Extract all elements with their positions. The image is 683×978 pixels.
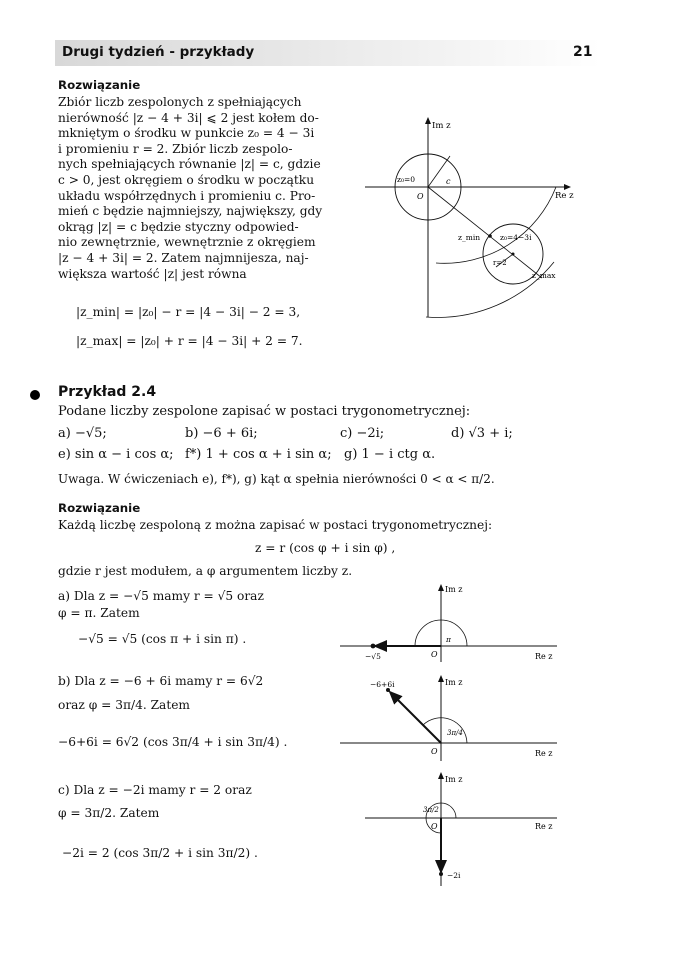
task-a: a) −√5; [58,426,107,441]
point-zmin [488,234,492,238]
z0-label: z₀=4−3i [500,233,532,242]
text-line: |z − 4 + 3i| = 2. Zatem najmnijesza, naj- [58,250,309,265]
solution2-heading: Rozwiązanie [58,501,141,515]
part-a-equation: −√5 = √5 (cos π + i sin π) . [78,632,247,646]
page-header-title: Drugi tydzień - przykłady [62,44,255,60]
part-b-line2: oraz φ = 3π/4. Zatem [58,698,190,712]
figure-discs [340,112,575,327]
solution2-line1: Każdą liczbę zespoloną z można zapisać w postaci trygonometrycznej: [58,518,493,532]
task-c: c) −2i; [340,426,385,441]
origin-label: O [431,747,438,756]
text-line: okrąg |z| = c będzie styczny odpowied- [58,219,299,234]
example-intro: Podane liczby zespolone zapisać w postaci trygonometrycznej: [58,404,471,419]
point-minus-sqrt5 [371,644,376,649]
im-label: Im z [445,775,463,784]
bullet-icon [30,390,40,400]
text-line: większa wartość |z| jest równa [58,266,247,281]
text-line: nierówność |z − 4 + 3i| ⩽ 2 jest kołem do- [58,110,319,125]
trig-formula: z = r (cos φ + i sin φ) , [255,541,396,555]
task-b: b) −6 + 6i; [185,426,258,441]
example-title: Przykład 2.4 [58,384,157,400]
part-a-line1: a) Dla z = −√5 mamy r = √5 oraz [58,589,264,603]
solution2-line2: gdzie r jest modułem, a φ argumentem liczby z. [58,564,353,578]
zmax-label: z_max [532,271,556,280]
figure-a [335,582,560,664]
angle-label: 3π/2 [423,806,439,814]
text-line: nio zewnętrznie, wewnętrznie z okręgiem [58,235,316,250]
angle-label: π [446,635,451,644]
equation-zmin: |z_min| = |z₀| − r = |4 − 3i| − 2 = 3, [76,305,301,319]
point-label: −√5 [365,652,381,661]
vector-b [390,692,441,743]
figure-b [335,673,560,763]
part-b-line1: b) Dla z = −6 + 6i mamy r = 6√2 [58,674,264,688]
text-line: i promieniu r = 2. Zbiór liczb zespolo- [58,141,293,156]
solution-paragraph [58,95,323,282]
page-number: 21 [573,44,593,60]
text-line: układu współrzędnych i promieniu c. Pro- [58,188,316,203]
task-e: e) sin α − i cos α; [58,447,174,462]
text-line: mkniętym o środku w punkcie z₀ = 4 − 3i [58,126,315,141]
task-f: f*) 1 + cos α + i sin α; [185,447,332,462]
point-z0 [512,253,515,256]
part-a-line2: φ = π. Zatem [58,606,140,620]
text-line: nych spełniających równanie |z| = c, gdzie [58,157,321,172]
text-line: c > 0, jest okręgiem o środku w początku [58,172,315,187]
point-label: −2i [447,871,461,880]
re-label: Re z [535,749,553,758]
c-label: c [446,177,451,186]
re-label: Re z [535,652,553,661]
origin-label: O [417,192,424,201]
im-label: Im z [445,678,463,687]
angle-label: 3π/4 [447,729,463,737]
text-line: Zbiór liczb zespolonych z spełniających [58,95,302,109]
re-label: Re z [555,191,574,201]
re-label: Re z [535,822,553,831]
im-label: Im z [445,585,463,594]
im-label: Im z [432,121,451,131]
task-d: d) √3 + i; [451,426,513,441]
text-line: mień c będzie najmniejszy, największy, gdy [58,204,323,219]
zmin-label: z_min [458,233,481,242]
solution-heading: Rozwiązanie [58,78,141,92]
origin-label: O [431,650,438,659]
task-g: g) 1 − i ctg α. [344,447,436,462]
part-c-line2: φ = 3π/2. Zatem [58,806,160,820]
part-c-line1: c) Dla z = −2i mamy r = 2 oraz [58,783,252,797]
z0-origin-label: z₀=0 [397,175,416,184]
arc-max-upper [436,187,556,263]
equation-zmax: |z_max| = |z₀| + r = |4 − 3i| + 2 = 7. [76,334,303,348]
r-label: r=2 [493,259,507,267]
example-note: Uwaga. W ćwiczeniach e), f*), g) kąt α spełnia nierówności 0 < α < π/2. [58,472,495,486]
figure-c [335,770,560,888]
part-b-equation: −6+6i = 6√2 (cos 3π/4 + i sin 3π/4) . [58,735,288,749]
point-minus2i [439,872,443,876]
point-label: −6+6i [370,680,395,689]
origin-label: O [431,822,438,831]
part-c-equation: −2i = 2 (cos 3π/2 + i sin 3π/2) . [62,846,258,860]
